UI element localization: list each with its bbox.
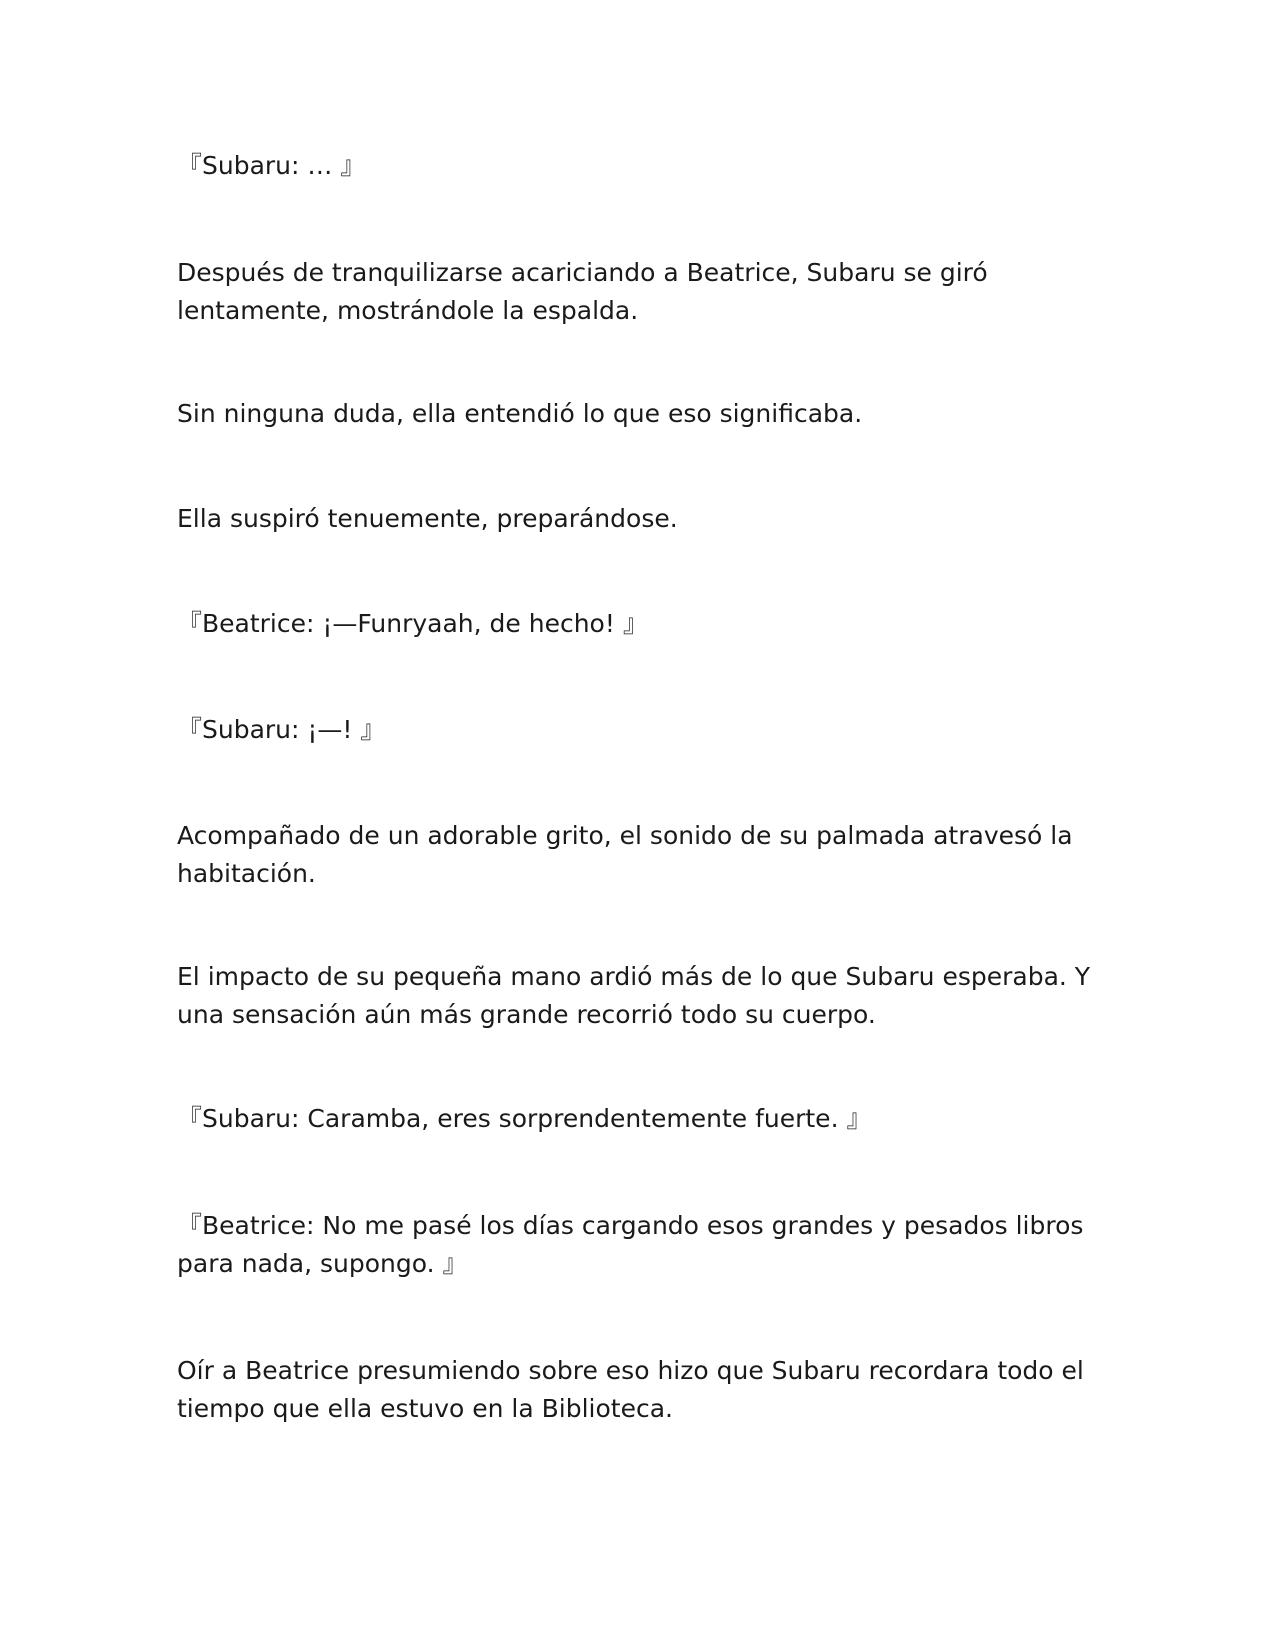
narration-paragraph-4: Acompañado de un adorable grito, el sonido de su palmada atravesó la habitación. [177, 821, 1073, 888]
dialogue-beatrice-2: 『Beatrice: No me pasé los días cargando esos grandes y pesados libros para nada, supongo. 』 [177, 1211, 1084, 1278]
narration-paragraph-1: Después de tranquilizarse acariciando a Beatrice, Subaru se giró lentamente, mostrándole la espalda. [177, 258, 988, 325]
dialogue-subaru-2: 『Subaru: ¡—! 』 [177, 715, 386, 744]
narration-paragraph-5: El impacto de su pequeña mano ardió más de lo que Subaru esperaba. Y una sensación aún más grande recorrió todo su cuerpo. [177, 962, 1091, 1029]
narration-paragraph-6: Oír a Beatrice presumiendo sobre eso hizo que Subaru recordara todo el tiempo que ella estuvo en la Biblioteca. [177, 1356, 1084, 1423]
narration-paragraph-2: Sin ninguna duda, ella entendió lo que eso significaba. [177, 399, 863, 428]
dialogue-subaru-3: 『Subaru: Caramba, eres sorprendentemente fuerte. 』 [177, 1104, 872, 1133]
dialogue-beatrice-1: 『Beatrice: ¡—Funryaah, de hecho! 』 [177, 609, 648, 638]
narration-paragraph-3: Ella suspiró tenuemente, preparándose. [177, 504, 678, 533]
dialogue-subaru-1: 『Subaru: … 』 [177, 151, 366, 180]
